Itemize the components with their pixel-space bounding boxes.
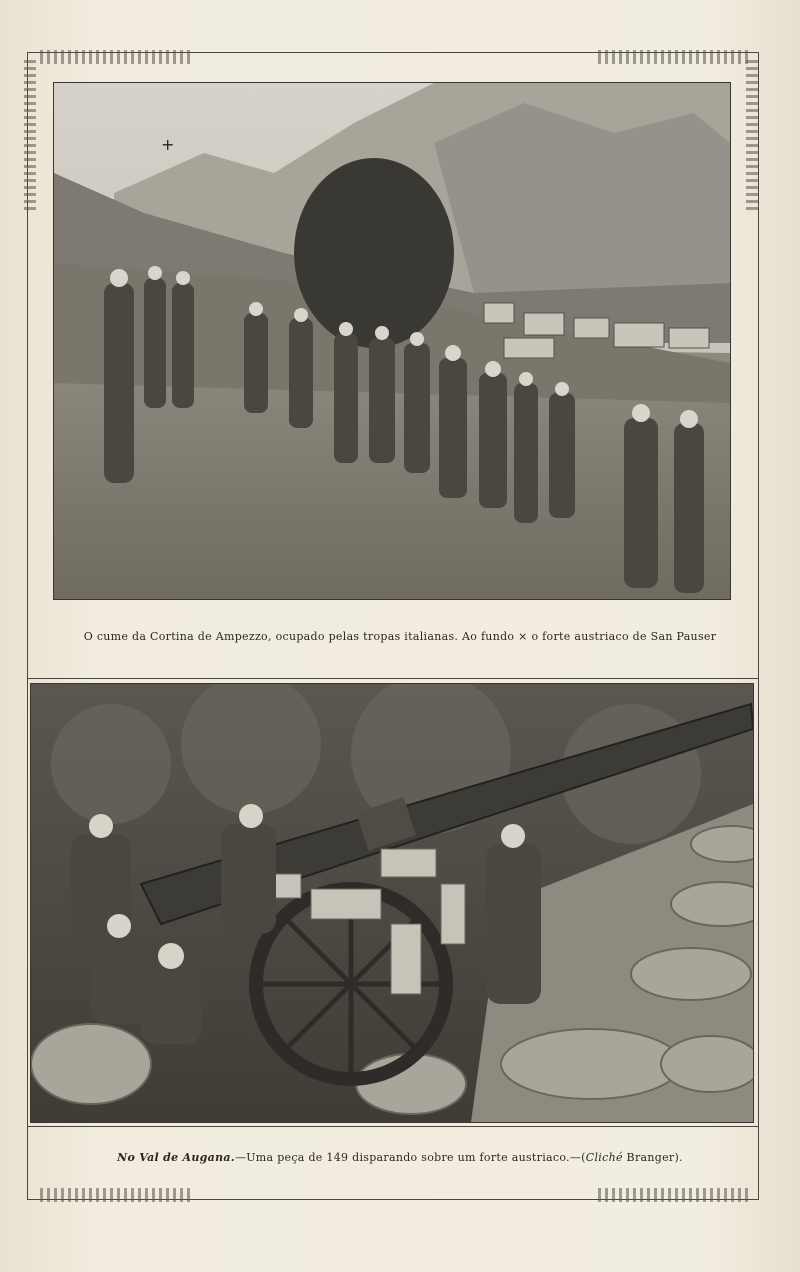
side-ornament-top-right [746,60,758,210]
caption-credit-name: Branger). [622,1151,683,1164]
caption-credit-label: Cliché [585,1151,623,1164]
photo-cortina-ampezzo [53,82,731,600]
fort-position-marker: + [161,135,175,154]
section-divider [27,678,759,679]
caption-description: —Uma peça de 149 disparando sobre um forte austriaco.—( [234,1151,586,1164]
caption-place-name: No Val de Augana. [117,1151,235,1164]
caption-top-photo: O cume da Cortina de Ampezzo, ocupado pelas tropas italianas. Ao fundo × o forte austriaco de San Pauser [83,630,717,643]
corner-ornament-top-right [598,50,748,64]
side-ornament-top-left [24,60,36,210]
section-divider-lower [27,1126,759,1127]
photo-artillery-val-augana [30,683,754,1123]
corner-ornament-bottom-left [40,1188,190,1202]
caption-bottom-photo [40,1151,760,1164]
corner-ornament-top-left [40,50,190,64]
corner-ornament-bottom-right [598,1188,748,1202]
